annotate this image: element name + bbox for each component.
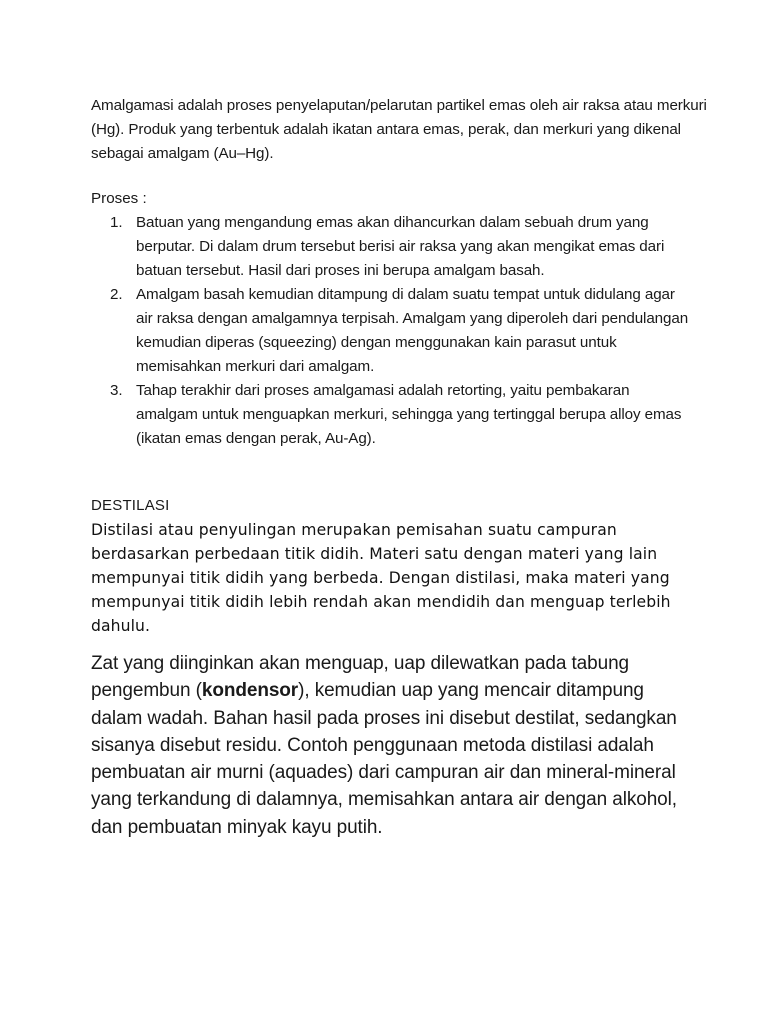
proses-step-3 (110, 379, 690, 451)
step-number: 3. (110, 382, 123, 399)
proses-step-2 (110, 283, 690, 379)
proses-steps-list (110, 211, 690, 451)
destilasi-definition: Distilasi atau penyulingan merupakan pemisahan suatu campuran berdasarkan perbedaan titik didih. Materi satu dengan materi yang lain mempunyai titik didih yang berbeda. Dengan distilasi, maka materi yang mempunyai titik didih lebih rendah akan mendidih dan menguap terlebih dahulu. (91, 521, 671, 635)
step-text: Amalgam basah kemudian ditampung di dalam suatu tempat untuk didulang agar air raksa dengan amalgamnya terpisah. Amalgam yang diperoleh dari pendulangan kemudian diperas (squeezing) dengan menggunakan kain parasut untuk memisahkan merkuri dari amalgam. (136, 286, 689, 375)
proses-heading: Proses : (91, 190, 147, 207)
zat-text-start: Zat yang diinginkan akan menguap, uap dilewatkan pada tabung pengembun ( (91, 653, 630, 702)
step-number: 2. (110, 286, 123, 303)
zat-paragraph (91, 650, 691, 841)
destilasi-heading: DESTILASI (91, 497, 170, 514)
zat-text-end: ), kemudian uap yang mencair ditampung dalam wadah. Bahan hasil pada proses ini disebut destilat, sedangkan sisanya disebut residu. Contoh penggunaan metoda distilasi adalah pembuatan air murni (aquades) dari campuran air dan mineral-mineral yang terkandung di dalamnya, memisahkan antara air dengan alkohol, dan pembuatan minyak kayu putih. (91, 680, 677, 838)
step-text: Batuan yang mengandung emas akan dihancurkan dalam sebuah drum yang berputar. Di dalam drum tersebut berisi air raksa yang akan mengikat emas dari batuan tersebut. Hasil dari proses ini berupa amalgam basah. (136, 214, 665, 279)
intro-paragraph: Amalgamasi adalah proses penyelaputan/pelarutan partikel emas oleh air raksa atau merkuri (Hg). Produk yang terbentuk adalah ikatan antara emas, perak, dan merkuri yang dikenal sebagai amalgam (Au–Hg). (91, 97, 707, 162)
kondensor-term: kondensor (201, 680, 299, 702)
step-number: 1. (110, 214, 123, 231)
step-text: Tahap terakhir dari proses amalgamasi adalah retorting, yaitu pembakaran amalgam untuk menguapkan merkuri, sehingga yang tertinggal berupa alloy emas (ikatan emas dengan perak, Au-Ag). (136, 382, 682, 447)
proses-step-1 (110, 211, 690, 283)
